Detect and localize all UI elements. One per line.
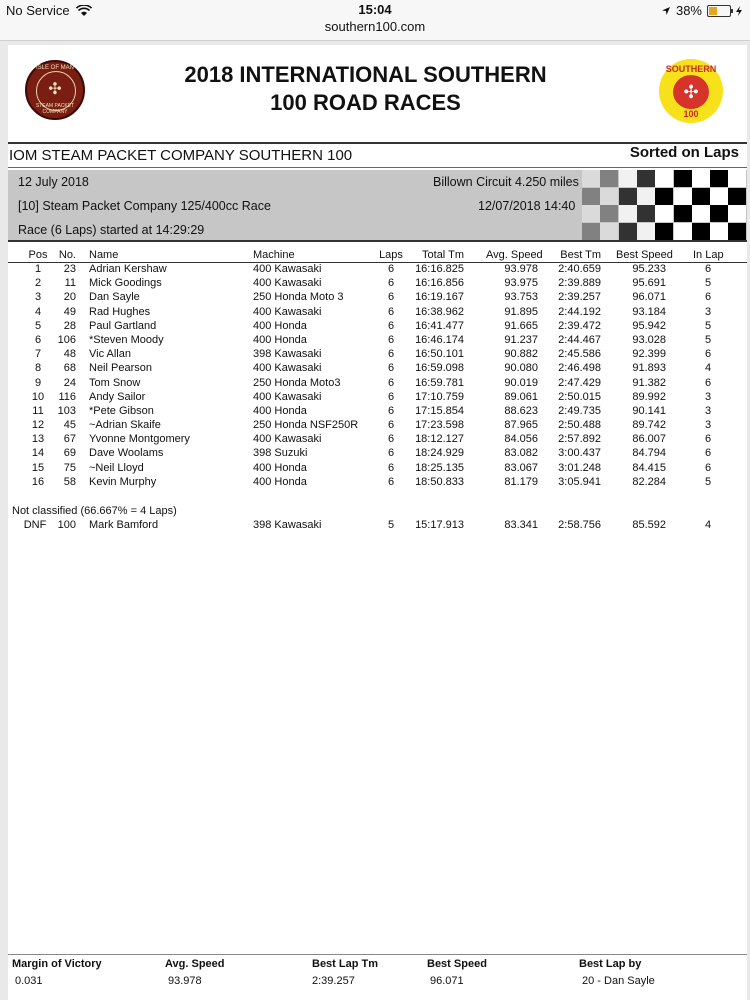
footer-margin-label: Margin of Victory xyxy=(12,958,102,970)
results-page xyxy=(8,45,747,1000)
cell-best: 2:57.892 xyxy=(558,433,601,446)
footer-margin: 0.031 xyxy=(15,975,43,987)
cell-laps: 6 xyxy=(387,447,395,460)
cell-in_lap: 3 xyxy=(704,419,712,432)
cell-pos: 3 xyxy=(34,291,42,304)
cell-best: 3:00.437 xyxy=(558,447,601,460)
cell-avg: 91.665 xyxy=(504,319,538,332)
cell-avg: 93.978 xyxy=(504,263,538,275)
cell-best_speed: 95.233 xyxy=(632,263,666,275)
cell-best_speed: 91.382 xyxy=(632,376,666,389)
col-pos: Pos xyxy=(28,249,48,261)
table-row xyxy=(8,334,747,348)
results-table xyxy=(8,249,747,490)
cell-no: 11 xyxy=(64,277,76,290)
cell-best_speed: 93.184 xyxy=(632,305,666,318)
cell-total: 16:16.856 xyxy=(415,277,464,290)
cell-best: 2:40.659 xyxy=(558,263,601,275)
cell-best_speed: 92.399 xyxy=(632,348,666,361)
col-laps: Laps xyxy=(379,249,403,261)
cell-name: Dave Woolams xyxy=(89,447,164,460)
cell-no: 116 xyxy=(58,390,76,403)
cell-avg: 83.067 xyxy=(504,461,538,474)
cell-best: 2:46.498 xyxy=(558,362,601,375)
cell-best_speed: 89.992 xyxy=(632,390,666,403)
cell-machine: 400 Honda xyxy=(253,404,307,417)
footer-best-lap: 2:39.257 xyxy=(312,975,355,987)
cell-name: Dan Sayle xyxy=(89,291,140,304)
cell-total: 17:10.759 xyxy=(415,390,464,403)
steam-packet-logo: ISLE OF MAN ✣ STEAM PACKET COMPANY xyxy=(25,60,85,120)
cell-laps: 6 xyxy=(387,362,395,375)
cell-pos: 6 xyxy=(34,333,42,346)
cell-machine: 400 Honda xyxy=(253,319,307,332)
cell-pos: 2 xyxy=(34,277,42,290)
cell-best_speed: 86.007 xyxy=(632,433,666,446)
table-row xyxy=(8,377,747,391)
cell-laps: 6 xyxy=(387,475,395,488)
footer-best-speed-label: Best Speed xyxy=(427,958,487,970)
cell-no: 69 xyxy=(63,447,76,460)
cell-machine: 400 Kawasaki xyxy=(253,362,322,375)
cell-best_speed: 84.415 xyxy=(632,461,666,474)
cell-machine: 250 Honda Moto 3 xyxy=(253,291,344,304)
race-info-box xyxy=(8,170,747,240)
col-best-speed: Best Speed xyxy=(616,249,673,261)
cell-pos: 4 xyxy=(34,305,42,318)
cell-in_lap: 5 xyxy=(704,333,712,346)
footer-best-by-label: Best Lap by xyxy=(579,958,642,970)
cell-in_lap: 5 xyxy=(704,277,712,290)
cell-total: 16:38.962 xyxy=(415,305,464,318)
cell-no: 103 xyxy=(57,404,76,417)
cell-total: 16:16.825 xyxy=(415,263,464,275)
table-row xyxy=(8,320,747,334)
divider xyxy=(8,240,747,242)
cell-name: Tom Snow xyxy=(89,376,141,389)
cell-in_lap: 6 xyxy=(704,433,712,446)
col-name: Name xyxy=(89,249,119,261)
cell-in_lap: 6 xyxy=(704,348,712,361)
cell-avg: 91.237 xyxy=(504,333,538,346)
sort-label: Sorted on Laps xyxy=(629,144,739,161)
cell-total: 16:59.781 xyxy=(415,376,464,389)
cell-machine: 398 Kawasaki xyxy=(253,348,322,361)
cell-total: 17:23.598 xyxy=(415,419,464,432)
cell-laps: 6 xyxy=(387,263,395,275)
cell-avg: 88.623 xyxy=(504,404,538,417)
cell-best: 2:39.257 xyxy=(558,291,601,304)
cell-in_lap: 3 xyxy=(704,305,712,318)
cell-pos: 13 xyxy=(31,433,45,446)
cell-no: 106 xyxy=(57,333,76,346)
footer-best-by: 20 - Dan Sayle xyxy=(582,975,655,987)
circuit-info: Billown Circuit 4.250 miles xyxy=(433,175,579,189)
cell-machine: 400 Honda xyxy=(253,475,307,488)
cell-name: ~Adrian Skaife xyxy=(89,419,161,432)
cell-name: Vic Allan xyxy=(89,348,131,361)
table-row xyxy=(8,306,747,320)
cell-no: 24 xyxy=(63,376,76,389)
cell-no: 67 xyxy=(63,433,76,446)
cell-machine: 398 Suzuki xyxy=(253,447,308,460)
cell-avg: 90.882 xyxy=(504,348,538,361)
cell-machine: 250 Honda NSF250R xyxy=(253,419,359,432)
cell-best: 2:44.467 xyxy=(558,333,601,346)
col-total: Total Tm xyxy=(422,249,464,261)
table-row xyxy=(8,476,747,490)
cell-total: 16:46.174 xyxy=(415,333,464,346)
triskelion-icon: ✣ xyxy=(673,75,709,109)
col-best-time: Best Tm xyxy=(560,249,601,261)
cell-no: 45 xyxy=(63,419,76,432)
cell-laps: 6 xyxy=(387,348,395,361)
cell-no: 48 xyxy=(63,348,76,361)
cell-in_lap: 5 xyxy=(704,475,712,488)
southern-100-logo: SOUTHERN ✣ 100 xyxy=(659,59,723,123)
cell-best_speed: 90.141 xyxy=(632,404,666,417)
cell-no: 49 xyxy=(63,305,76,318)
cell-machine: 400 Kawasaki xyxy=(253,263,322,275)
clock: 15:04 xyxy=(358,2,392,17)
cell-avg: 91.895 xyxy=(504,305,538,318)
cell-total: 18:50.833 xyxy=(415,475,464,488)
cell-pos: 10 xyxy=(31,390,45,403)
cell-in_lap: 3 xyxy=(704,390,712,403)
cell-laps: 6 xyxy=(387,433,395,446)
table-header xyxy=(8,249,747,263)
cell-laps: 6 xyxy=(387,277,395,290)
cell-no: 75 xyxy=(63,461,76,474)
cell-best_speed: 96.071 xyxy=(632,291,666,304)
cell-avg: 83.082 xyxy=(504,447,538,460)
cell-total: 16:41.477 xyxy=(415,319,464,332)
table-row xyxy=(8,362,747,376)
cell-machine: 400 Kawasaki xyxy=(253,433,322,446)
cell-pos: 8 xyxy=(34,362,42,375)
cell-name: Kevin Murphy xyxy=(89,475,157,488)
cell-pos: 7 xyxy=(34,348,42,361)
cell-no: 68 xyxy=(63,362,76,375)
col-no: No. xyxy=(58,249,76,261)
page-title: 2018 INTERNATIONAL SOUTHERN 100 ROAD RACES xyxy=(184,62,547,115)
cell-total: 18:12.127 xyxy=(415,433,464,446)
cell-avg: 93.975 xyxy=(504,277,538,290)
cell-laps: 6 xyxy=(387,404,395,417)
cell-laps: 6 xyxy=(387,419,395,432)
cell-total: 16:59.098 xyxy=(415,362,464,375)
cell-laps: 6 xyxy=(387,291,395,304)
divider xyxy=(8,167,747,168)
cell-avg: 90.080 xyxy=(504,362,538,375)
cell-avg: 93.753 xyxy=(504,291,538,304)
status-bar xyxy=(0,0,750,41)
footer-best-speed: 96.071 xyxy=(430,975,464,987)
cell-in_lap: 6 xyxy=(704,263,712,275)
cell-best: 2:45.586 xyxy=(558,348,601,361)
cell-pos: 9 xyxy=(34,376,42,389)
cell-best: 2:50.015 xyxy=(558,390,601,403)
cell-machine: 400 Honda xyxy=(253,461,307,474)
cell-laps: 6 xyxy=(387,461,395,474)
cell-pos: 11 xyxy=(32,404,44,417)
cell-best_speed: 95.691 xyxy=(632,277,666,290)
cell-best_speed: 82.284 xyxy=(632,475,666,488)
col-avg-speed: Avg. Speed xyxy=(486,249,543,261)
cell-total: 17:15.854 xyxy=(415,404,464,417)
table-row xyxy=(8,391,747,405)
cell-name: *Steven Moody xyxy=(89,333,164,346)
cell-laps: 6 xyxy=(387,333,395,346)
charging-bolt-icon xyxy=(736,6,742,16)
dnf-row: DNF 100 Mark Bamford 398 Kawasaki 5 15:17.913 83.341 2:58.756 85.592 4 xyxy=(23,519,712,531)
status-right xyxy=(661,3,742,18)
cell-machine: 400 Kawasaki xyxy=(253,305,322,318)
table-row xyxy=(8,433,747,447)
cell-best_speed: 93.028 xyxy=(632,333,666,346)
cell-laps: 6 xyxy=(387,390,395,403)
footer-best-lap-label: Best Lap Tm xyxy=(312,958,379,970)
cell-name: Rad Hughes xyxy=(89,305,151,318)
cell-pos: 12 xyxy=(31,419,45,432)
cell-avg: 90.019 xyxy=(504,376,538,389)
cell-best: 2:49.735 xyxy=(558,404,601,417)
cell-name: Adrian Kershaw xyxy=(89,263,167,275)
race-timestamp: 12/07/2018 14:40 xyxy=(478,199,576,213)
table-body xyxy=(8,263,747,490)
table-row xyxy=(8,462,747,476)
cell-laps: 6 xyxy=(387,376,395,389)
cell-pos: 16 xyxy=(31,475,45,488)
cell-total: 16:19.167 xyxy=(415,291,464,304)
table-row xyxy=(8,348,747,362)
footer-avg: 93.978 xyxy=(168,975,202,987)
cell-pos: 14 xyxy=(31,447,45,460)
cell-name: Paul Gartland xyxy=(89,319,157,332)
cell-no: 23 xyxy=(63,263,76,275)
cell-best: 3:01.248 xyxy=(558,461,601,474)
cell-machine: 400 Kawasaki xyxy=(253,390,322,403)
footer-avg-label: Avg. Speed xyxy=(165,958,225,970)
cell-best: 2:47.429 xyxy=(558,376,601,389)
cell-name: ~Neil Lloyd xyxy=(89,461,144,474)
table-row xyxy=(8,405,747,419)
not-classified-label: Not classified (66.667% = 4 Laps) xyxy=(12,505,177,517)
cell-no: 58 xyxy=(63,475,76,488)
cell-no: 28 xyxy=(63,319,76,332)
address-bar[interactable]: southern100.com xyxy=(324,19,426,34)
cell-pos: 1 xyxy=(34,263,42,275)
table-row xyxy=(8,291,747,305)
cell-best: 2:44.192 xyxy=(558,305,601,318)
cell-machine: 400 Honda xyxy=(253,333,307,346)
cell-name: Mick Goodings xyxy=(89,277,162,290)
cell-avg: 89.061 xyxy=(504,390,538,403)
cell-machine: 400 Kawasaki xyxy=(253,277,322,290)
cell-best_speed: 84.794 xyxy=(632,447,666,460)
cell-total: 16:50.101 xyxy=(415,348,464,361)
race-name: [10] Steam Packet Company 125/400cc Race xyxy=(18,199,271,213)
cell-name: *Pete Gibson xyxy=(89,404,154,417)
cell-name: Neil Pearson xyxy=(89,362,152,375)
cell-in_lap: 6 xyxy=(704,376,712,389)
cell-in_lap: 6 xyxy=(704,291,712,304)
table-row xyxy=(8,263,747,277)
cell-no: 20 xyxy=(63,291,76,304)
cell-machine: 250 Honda Moto3 xyxy=(253,376,341,389)
cell-laps: 6 xyxy=(387,305,395,318)
cell-avg: 84.056 xyxy=(504,433,538,446)
location-arrow-icon xyxy=(661,6,671,16)
race-start-info: Race (6 Laps) started at 14:29:29 xyxy=(18,223,205,237)
col-in-lap: In Lap xyxy=(693,249,724,261)
race-date: 12 July 2018 xyxy=(18,175,89,189)
table-row xyxy=(8,419,747,433)
chequered-flag-graphic xyxy=(582,170,747,240)
cell-total: 18:25.135 xyxy=(415,461,464,474)
cell-in_lap: 6 xyxy=(704,447,712,460)
cell-best_speed: 89.742 xyxy=(632,419,666,432)
cell-best: 3:05.941 xyxy=(558,475,601,488)
cell-name: Yvonne Montgomery xyxy=(89,433,190,446)
footer-divider xyxy=(8,954,747,955)
carrier-label: No Service xyxy=(6,3,70,18)
cell-pos: 5 xyxy=(34,319,42,332)
triskelion-icon: ✣ xyxy=(48,81,62,98)
cell-best: 2:39.889 xyxy=(558,277,601,290)
cell-in_lap: 4 xyxy=(704,362,712,375)
cell-in_lap: 6 xyxy=(704,461,712,474)
cell-best_speed: 91.893 xyxy=(632,362,666,375)
battery-percent: 38% xyxy=(675,3,702,18)
cell-avg: 87.965 xyxy=(504,419,538,432)
cell-total: 18:24.929 xyxy=(415,447,464,460)
cell-in_lap: 5 xyxy=(704,319,712,332)
cell-best: 2:50.488 xyxy=(558,419,601,432)
cell-in_lap: 3 xyxy=(704,404,712,417)
event-title: IOM STEAM PACKET COMPANY SOUTHERN 100 xyxy=(9,147,353,164)
battery-icon xyxy=(707,5,731,17)
cell-best: 2:39.472 xyxy=(558,319,601,332)
cell-pos: 15 xyxy=(31,461,45,474)
table-row xyxy=(8,447,747,461)
cell-name: Andy Sailor xyxy=(89,390,146,403)
col-machine: Machine xyxy=(253,249,295,261)
cell-laps: 6 xyxy=(387,319,395,332)
table-row xyxy=(8,277,747,291)
cell-avg: 81.179 xyxy=(504,475,538,488)
cell-best_speed: 95.942 xyxy=(632,319,666,332)
